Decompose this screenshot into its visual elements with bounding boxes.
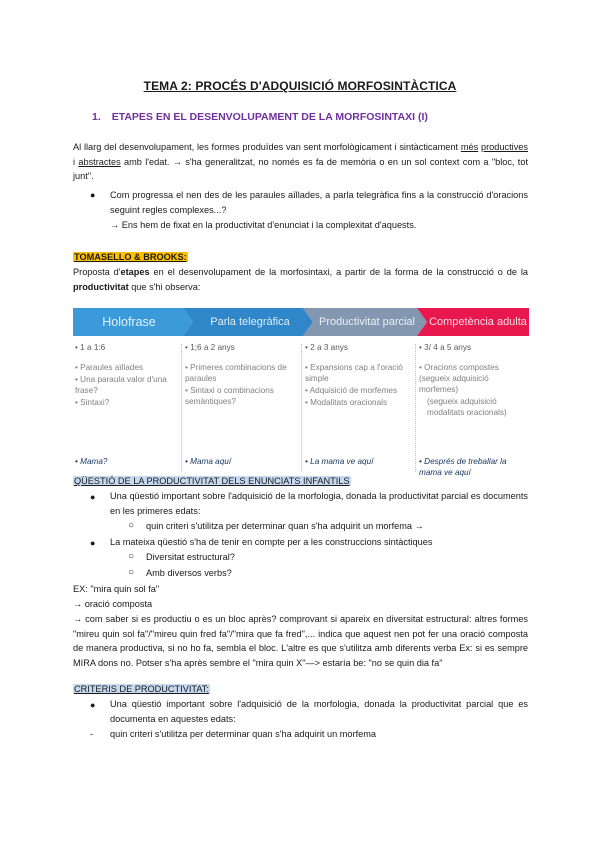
stage-example-text: Mama aquí (190, 457, 232, 466)
stage-item-text: Sintaxi? (80, 398, 110, 407)
stage-example-text: Mama? (80, 457, 108, 466)
stage-age: • 2 a 3 anys (305, 343, 348, 352)
column-divider (181, 344, 182, 472)
bullet-icon: ● (90, 492, 96, 502)
criteris-highlight: CRITERIS DE PRODUCTIVITAT: (74, 684, 209, 694)
stage-item (419, 396, 527, 418)
stage-item-text: Sintaxi o combinacions semàntiques? (185, 386, 274, 406)
questio-bullet-2-sub-1: Diversitat estructural? (146, 552, 235, 562)
circle-bullet-icon: ○ (128, 567, 135, 578)
stage-label-holofrase: Holofrase (102, 314, 156, 329)
questio-bullet-1-sub: quin criteri s'utilitza per determinar quan s'ha adquirit un morfema → (146, 521, 424, 531)
stage-age-text: 1 a 1:6 (80, 343, 106, 352)
stage-label-parla: Parla telegràfica (210, 315, 290, 328)
dash-icon: - (90, 729, 94, 739)
stage-item: • Sintaxi o combinacions semàntiques? (185, 386, 274, 406)
stage-label-productivitat: Productivitat parcial (319, 315, 415, 328)
stage-column-3 (305, 342, 413, 472)
circle-bullet-icon: ○ (128, 551, 135, 562)
stage-item-text: Modalitats oracionals (310, 398, 388, 407)
stage-age-text: 1;6 a 2 anys (190, 343, 235, 352)
stage-example-text: Després de treballar la mama ve aquí (419, 457, 507, 477)
stage-item: • Modalitats oracionals (305, 398, 388, 407)
stage-item: • Paraules aïllades (75, 363, 143, 372)
column-divider (415, 344, 416, 472)
questio-bullet-2-sub-2: Amb diversos verbs? (146, 568, 232, 578)
page-title: TEMA 2: PROCÉS D'ADQUISICIÓ MORFOSINTÀCTICA (143, 79, 457, 93)
tomasello-productivitat: productivitat (73, 281, 129, 292)
questio-bullet-1: Una qüestió important sobre l'adquisició de la morfologia, donada la productivitat parcial es documents en les primeres edats: (110, 491, 528, 516)
stage-item-text: Paraules aïllades (80, 363, 143, 372)
example-line: EX: "mira quin sol fa" (73, 584, 160, 594)
stage-example: • La mama ve aquí (305, 457, 374, 466)
example-arrow-line: → oració composta (73, 599, 153, 609)
stage-item-text: (segueix adquisició modalitats oracionals) (427, 397, 507, 417)
stage-item-text: Primeres combinacions de paraules (185, 363, 287, 383)
stage-age-text: 3/ 4 a 5 anys (424, 343, 472, 352)
stage-age: • 3/ 4 a 5 anys (419, 343, 472, 352)
stage-age: • 1;6 a 2 anys (185, 343, 235, 352)
intro-productives: productives (481, 142, 528, 152)
tomasello-etapes: etapes (120, 267, 150, 277)
stage-item: • Expansions cap a l'oració simple (305, 363, 403, 383)
stage-item-text: Adquisició de morfemes (309, 386, 398, 395)
criteris-bullet-1: Una qüestió important sobre l'adquisició de la morfologia, donada la productivitat parcial que es documenta en aquestes edats: (110, 699, 528, 724)
intro-paragraph (73, 140, 528, 184)
intro-text-a: Al llarg del desenvolupament, les formes produïdes van sent morfològicament i sintàcticament (73, 142, 461, 152)
tomasello-text-b: en el desenvolupament de la morfosintaxi, a partir de la forma de la construcció o de la (149, 267, 528, 277)
tomasello-text-a: Proposta d' (73, 267, 121, 277)
stages-diagram (73, 304, 529, 477)
stage-item: • Una paraula valor d'una frase? (75, 375, 167, 395)
bullet-icon: ● (90, 190, 96, 200)
stage-age: • 1 a 1:6 (75, 343, 106, 352)
stage-item: • Oracions compostes (segueix adquisició morfemes) (419, 363, 499, 394)
intro-text-b: amb l'edat. → s'ha generalitzat, no només es fa de memòria o en un sol context com a "bloc, tot junt". (73, 156, 528, 181)
intro-i: i (73, 156, 79, 167)
questio-highlight: QÜESTIÓ DE LA PRODUCTIVITAT DELS ENUNCIATS INFANTILS (74, 476, 350, 486)
stage-item-text: Una paraula valor d'una frase? (75, 375, 167, 395)
stage-column-1 (75, 342, 177, 472)
stage-example: • Mama aquí (185, 457, 232, 466)
tomasello-label (73, 250, 188, 265)
tomasello-highlight: TOMASELLO & BROOKS: (74, 252, 187, 262)
stage-label-competencia: Competència adulta (429, 315, 527, 328)
stage-column-2 (185, 342, 297, 472)
section-heading-text: ETAPES EN EL DESENVOLUPAMENT DE LA MORFOSINTAXI (I) (111, 111, 428, 123)
stage-item-text: Oracions compostes (segueix adquisició morfemes) (419, 363, 499, 394)
intro-bullet-1-arrow: → Ens hem de fixat en la productivitat d'enunciat i la complexitat d'aquests. (110, 220, 417, 230)
stage-example-text: La mama ve aquí (310, 457, 374, 466)
tomasello-text-c: que s'hi observa: (128, 281, 201, 292)
intro-mes: més (460, 142, 479, 152)
bullet-icon: ● (90, 700, 96, 710)
stage-item: • Sintaxi? (75, 398, 110, 407)
bullet-icon: ● (90, 538, 96, 548)
stage-item: • Adquisició de morfemes (305, 386, 398, 395)
stage-example: • Després de treballar la mama ve aquí (419, 457, 507, 477)
section-number: 1. (92, 111, 101, 123)
intro-bullet-1: Com progressa el nen des de les paraules aïllades, a parla telegràfica fins a la construcció d'oracions seguint regles complexes...? (110, 190, 528, 215)
stage-item-text: Expansions cap a l'oració simple (305, 363, 403, 383)
criteris-dash-1: quin criteri s'utilitza per determinar quan s'ha adquirit un morfema (110, 729, 376, 739)
stage-item: • Primeres combinacions de paraules (185, 363, 287, 383)
stage-age-text: 2 a 3 anys (310, 343, 348, 352)
criteris-label (73, 682, 210, 697)
questio-bullet-2: La mateixa qüestió s'ha de tenir en compte per a les construccions sintàctiques (110, 537, 433, 547)
section-heading (92, 111, 428, 123)
questio-label (73, 474, 351, 489)
intro-abstractes: abstractes (78, 156, 121, 167)
stage-column-4 (419, 342, 527, 477)
tomasello-paragraph (73, 265, 528, 294)
circle-bullet-icon: ○ (128, 520, 135, 531)
column-divider (301, 344, 302, 472)
stage-example: • Mama? (75, 457, 108, 466)
questio-explanation: → com saber si es productiu o es un bloc après? comprovant si apareix en diversitat estructural: altres formes "mireu quin sol fa"/"mireu quin fred fa"/"mira que fa fred",... indica que aquest nen pot fer una oració composta de manera productiva, si no ho fa, sembla el bloc. L'altre es que s'utilitza amb diferents verba Ex: si es sempre MIRA dons no. Potser s'ha après sembre el "mira quin X"—> estaría be: "no se quin dia fa" (73, 614, 528, 668)
